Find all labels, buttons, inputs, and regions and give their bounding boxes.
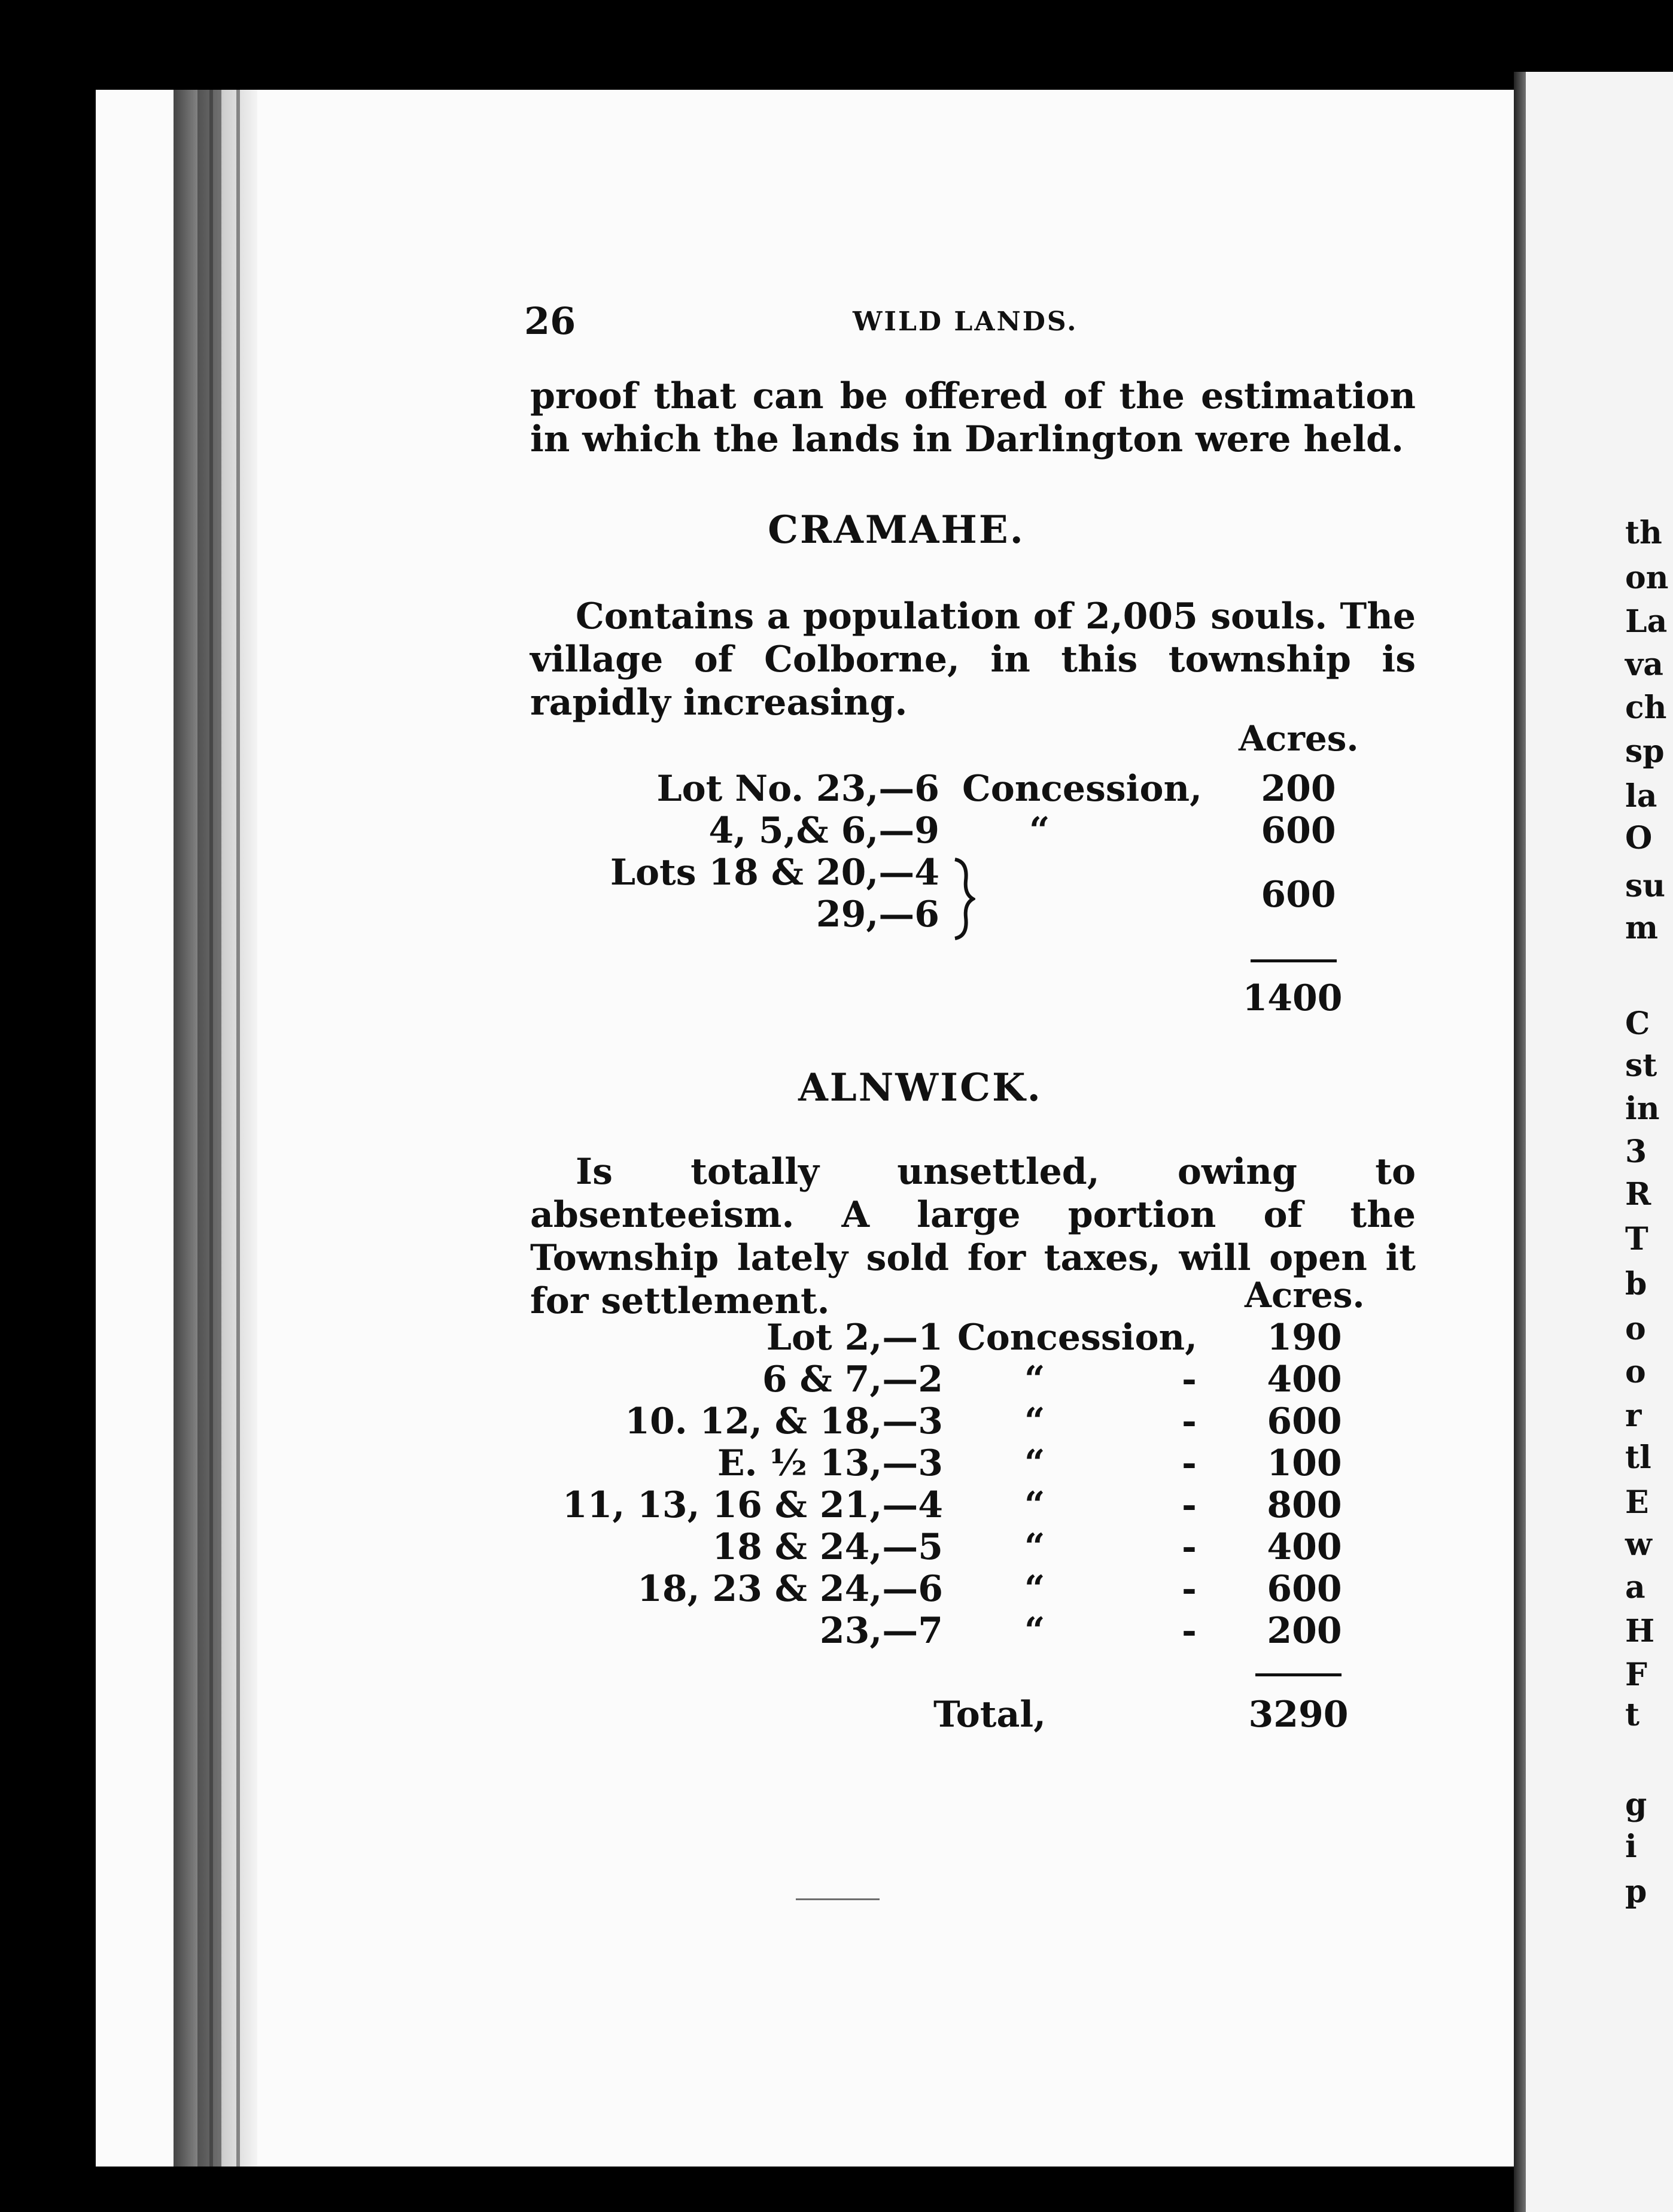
- ditto-mark: “: [1024, 1610, 1045, 1652]
- dash-mark: -: [1182, 1400, 1197, 1442]
- lot-cell: 10. 12, & 18,—3: [625, 1400, 943, 1442]
- facing-page-fragment: C: [1625, 1005, 1650, 1042]
- facing-page-fragment: F: [1625, 1657, 1647, 1693]
- lot-cell: 23,—7: [819, 1610, 943, 1652]
- facing-page-fragment: t: [1625, 1697, 1640, 1733]
- ditto-mark: “: [1029, 810, 1050, 852]
- dash-mark: -: [1182, 1484, 1197, 1526]
- facing-page-fragment: La: [1625, 603, 1668, 640]
- concession-cell: Concession,: [957, 1317, 1197, 1359]
- section-title-cramahe: CRAMAHE.: [768, 508, 1025, 552]
- lot-cell: 11, 13, 16 & 21,—4: [562, 1484, 943, 1526]
- facing-page-fragment: 3: [1625, 1134, 1647, 1170]
- total-rule: [1255, 1673, 1342, 1676]
- acres-header: Acres.: [1239, 718, 1359, 759]
- brace-icon: [951, 857, 975, 941]
- acres-cell: 400: [1267, 1359, 1342, 1400]
- lot-cell: Lots 18 & 20,—4: [610, 852, 939, 894]
- acres-cell: 600: [1267, 1568, 1342, 1610]
- ditto-mark: “: [1024, 1400, 1045, 1442]
- acres-cell: 600: [1261, 810, 1336, 852]
- alnwick-description: Is totally unsettled, owing to absenteeism. A large portion of the Township lately sold for taxes, will open it for settlement.: [530, 1151, 1416, 1322]
- facing-page-fragment: st: [1625, 1047, 1657, 1084]
- facing-page-fragment: a: [1625, 1569, 1645, 1606]
- ditto-mark: “: [1024, 1359, 1045, 1400]
- facing-page-fragment: in: [1625, 1090, 1660, 1127]
- acres-cell: 190: [1267, 1317, 1342, 1359]
- facing-page-fragment: o: [1625, 1354, 1646, 1390]
- section-title-alnwick: ALNWICK.: [798, 1065, 1042, 1110]
- intro-paragraph: proof that can be offered of the estimation in which the lands in Darlington were held.: [530, 375, 1416, 460]
- facing-page-fragment: m: [1625, 910, 1659, 946]
- facing-page-fragment: on: [1625, 560, 1669, 596]
- ditto-mark: “: [1024, 1568, 1045, 1610]
- dash-mark: -: [1182, 1610, 1197, 1652]
- cramahe-total: 1400: [1242, 977, 1343, 1019]
- dash-mark: -: [1182, 1568, 1197, 1610]
- lot-cell: 29,—6: [816, 894, 939, 935]
- facing-page-fragment: E: [1625, 1484, 1649, 1521]
- acres-cell: 200: [1267, 1610, 1342, 1652]
- binding-line: [236, 90, 240, 2167]
- facing-page-fragment: b: [1625, 1266, 1647, 1302]
- total-rule: [1251, 959, 1337, 962]
- alnwick-total: 3290: [1248, 1694, 1349, 1736]
- binding-line: [209, 90, 213, 2167]
- total-label: Total,: [933, 1694, 1047, 1736]
- facing-page-fragment: su: [1625, 868, 1666, 904]
- facing-page-fragment: tl: [1625, 1439, 1651, 1476]
- lot-cell: Lot 2,—1: [766, 1317, 943, 1359]
- facing-page-fragment: O: [1625, 820, 1653, 856]
- acres-cell: 200: [1261, 768, 1336, 810]
- lot-cell: E. ½ 13,—3: [717, 1442, 943, 1484]
- facing-page-fragment: T: [1625, 1221, 1648, 1257]
- lot-cell: 18, 23 & 24,—6: [637, 1568, 943, 1610]
- cramahe-description: Contains a population of 2,005 souls. The village of Colborne, in this township is rapidly increasing.: [530, 595, 1416, 724]
- facing-page-fragment: sp: [1625, 733, 1665, 770]
- facing-page-fragment: o: [1625, 1311, 1646, 1347]
- lot-cell: 18 & 24,—5: [712, 1526, 943, 1568]
- acres-header: Acres.: [1245, 1275, 1365, 1315]
- facing-page-fragment: ch: [1625, 689, 1667, 726]
- facing-page-fragment: r: [1625, 1397, 1642, 1434]
- facing-page-fragment: i: [1625, 1828, 1637, 1865]
- acres-cell: 400: [1267, 1526, 1342, 1568]
- lot-cell: 6 & 7,—2: [762, 1359, 943, 1400]
- facing-page-fragment: H: [1625, 1613, 1655, 1649]
- lot-cell: 4, 5,& 6,—9: [708, 810, 939, 852]
- facing-page: [1526, 72, 1673, 2212]
- ditto-mark: “: [1024, 1442, 1045, 1484]
- facing-page-fragment: la: [1625, 778, 1657, 815]
- facing-page-fragment: p: [1625, 1873, 1647, 1910]
- page-number: 26: [524, 299, 576, 343]
- acres-cell: 600: [1261, 874, 1336, 916]
- ditto-mark: “: [1024, 1484, 1045, 1526]
- end-ornament: [796, 1898, 880, 1900]
- facing-page-fragment: w: [1625, 1526, 1652, 1563]
- ditto-mark: “: [1024, 1526, 1045, 1568]
- facing-page-fragment: va: [1625, 646, 1663, 683]
- dash-mark: -: [1182, 1442, 1197, 1484]
- lot-cell: Lot No. 23,—6: [656, 768, 939, 810]
- concession-cell: Concession,: [962, 768, 1202, 810]
- acres-cell: 100: [1267, 1442, 1342, 1484]
- dash-mark: -: [1182, 1526, 1197, 1568]
- facing-page-fragment: R: [1625, 1176, 1651, 1213]
- dash-mark: -: [1182, 1359, 1197, 1400]
- facing-page-fragment: th: [1625, 515, 1662, 551]
- facing-page-fragment: g: [1625, 1786, 1647, 1823]
- running-head: WILD LANDS.: [853, 306, 1078, 337]
- acres-cell: 800: [1267, 1484, 1342, 1526]
- acres-cell: 600: [1267, 1400, 1342, 1442]
